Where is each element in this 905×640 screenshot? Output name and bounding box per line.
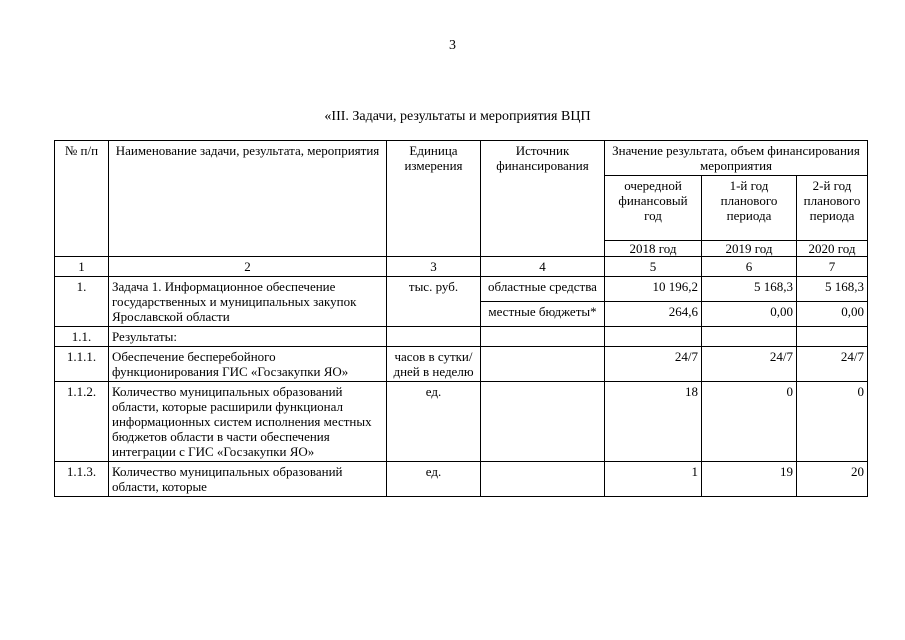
value-2018: 18 — [605, 382, 702, 462]
value-2020: 0,00 — [797, 302, 868, 327]
empty-cell — [481, 327, 605, 347]
row-number: 1.1.1. — [55, 347, 109, 382]
empty-cell — [702, 327, 797, 347]
value-2019: 5 168,3 — [702, 277, 797, 302]
row-name: Количество муниципальных образований области, которые — [109, 462, 387, 497]
header-row-1 — [55, 141, 868, 176]
row-number: 1. — [55, 277, 109, 327]
column-number: 7 — [797, 257, 868, 277]
funding-source: областные средства — [481, 277, 605, 302]
header-unit: Единица измерения — [387, 141, 481, 257]
row-unit: часов в сутки/ дней в неделю — [387, 347, 481, 382]
section-heading: «III. Задачи, результаты и мероприятия ВЦП — [324, 109, 591, 124]
value-2020: 0 — [797, 382, 868, 462]
row-name: Обеспечение бесперебойного функционирования ГИС «Госзакупки ЯО» — [109, 347, 387, 382]
value-2020: 24/7 — [797, 347, 868, 382]
column-number: 5 — [605, 257, 702, 277]
row-name: Результаты: — [109, 327, 387, 347]
header-col7: 2-й год планового периода — [797, 176, 868, 241]
table-row — [55, 462, 868, 497]
header-year6: 2019 год — [702, 241, 797, 257]
row-number: 1.1. — [55, 327, 109, 347]
value-2018: 24/7 — [605, 347, 702, 382]
funding-source — [481, 347, 605, 382]
header-source: Источник финансирования — [481, 141, 605, 257]
table-row — [55, 277, 868, 302]
column-number: 2 — [109, 257, 387, 277]
row-unit: ед. — [387, 382, 481, 462]
results-table — [54, 140, 868, 497]
value-2019: 0,00 — [702, 302, 797, 327]
header-name: Наименование задачи, результата, мероприятия — [109, 141, 387, 257]
header-num: № п/п — [55, 141, 109, 257]
row-unit: тыс. руб. — [387, 277, 481, 327]
value-2019: 0 — [702, 382, 797, 462]
row-number: 1.1.2. — [55, 382, 109, 462]
row-unit: ед. — [387, 462, 481, 497]
header-col5: очередной финансовый год — [605, 176, 702, 241]
row-name: Задача 1. Информационное обеспечение государственных и муниципальных закупок Ярославской области — [109, 277, 387, 327]
page-number: 3 — [449, 38, 456, 53]
table-row — [55, 382, 868, 462]
row-number: 1.1.3. — [55, 462, 109, 497]
column-number: 1 — [55, 257, 109, 277]
header-year7: 2020 год — [797, 241, 868, 257]
table-row — [55, 347, 868, 382]
value-2018: 1 — [605, 462, 702, 497]
funding-source: местные бюджеты* — [481, 302, 605, 327]
column-number-row — [55, 257, 868, 277]
table-row — [55, 327, 868, 347]
empty-cell — [387, 327, 481, 347]
empty-cell — [605, 327, 702, 347]
column-number: 6 — [702, 257, 797, 277]
row-name: Количество муниципальных образований области, которые расширили функционал информационных систем исполнения местных бюджетов области в части обеспечения интеграции с ГИС «Госзакупки ЯО» — [109, 382, 387, 462]
value-2020: 20 — [797, 462, 868, 497]
value-2019: 19 — [702, 462, 797, 497]
column-number: 3 — [387, 257, 481, 277]
value-2019: 24/7 — [702, 347, 797, 382]
header-col6: 1-й год планового периода — [702, 176, 797, 241]
value-2018: 10 196,2 — [605, 277, 702, 302]
empty-cell — [797, 327, 868, 347]
value-2020: 5 168,3 — [797, 277, 868, 302]
funding-source — [481, 382, 605, 462]
header-value-group: Значение результата, объем финансирования мероприятия — [605, 141, 868, 176]
column-number: 4 — [481, 257, 605, 277]
header-year5: 2018 год — [605, 241, 702, 257]
value-2018: 264,6 — [605, 302, 702, 327]
funding-source — [481, 462, 605, 497]
